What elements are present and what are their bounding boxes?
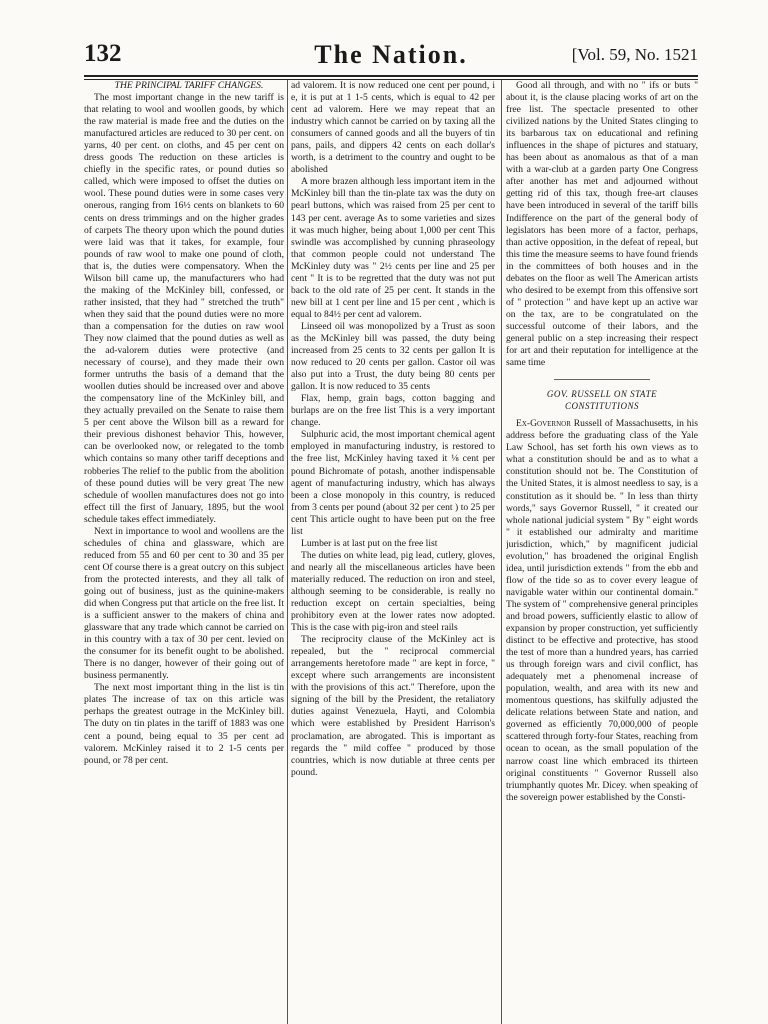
- column-2: [291, 80, 495, 1024]
- column-1: [84, 80, 284, 1024]
- lead-words: Ex-Governor: [516, 418, 571, 430]
- paragraph: The most important change in the new tariff is that relating to wool and woollen goods, by which the raw material is made free and the duties on the manufactured articles are reduced to 30 per cent. on yarns, 40 per cent. on cloths, and 45 per cent on dress goods The reduction on these articles is chiefly in the specific rates, or pound duties so called, which were imposed to offset the duties on wool. These pound duties were in some cases very onerous, ranging from 16½ cents on blankets to 60 cents on dress trimmings and on the higher grades of carpets The theory upon which the pound duties were laid was that it takes, for example, four pounds of raw wool to make one pound of cloth, that is, the duties were compensatory. When the Wilson bill came up, the manufacturers who had the making of the McKinley bill, confessed, or rather insisted, that they had " stretched the truth" when they said that the pound duties were no more than a compensation for the duties on raw wool They now claimed that the pound duties as well as the ad-valorem duties were protective (and necessary of course), and they made their own former untruths the basis of a demand that the woollen duties should be increased over and above the compensatory line of the McKinley bill, and they actually prevailed on the Senate to raise them 5 per cent above the Wilson bill as a reward for their previous dishonest behavior This, however, can be overlooked now, or relegated to the tomb which contains so many other tariff deceptions and robberies The relief to the public from the abolition of these pound duties will be very great The new schedule of woollen manufactures does not go into effect till the first of January, 1895, but the wool schedule takes effect immediately.: [84, 92, 284, 525]
- paragraph: Lumber is at last put on the free list: [301, 537, 438, 549]
- paragraph: The duties on white lead, pig lead, cutlery, gloves, and nearly all the miscellaneous articles have been materially reduced. The reduction on iron and steel, although seeming to be considerable, is really no reduction except on certain specialties, being prohibitory even at the lower rates now adopted. This is the case with pig-iron and steel rails: [291, 549, 495, 634]
- paragraph: Good all through, and with no " ifs or buts " about it, is the clause placing works of art on the free list. The spectacle presented to other civilized nations by the United States clinging to its barbarous tax on educational and refining influences in the shape of pictures and statuary, has been about as anomalous as that of a man with a war-club at a garden party One Congress after another has met and adjourned without getting rid of this tax, though free-art clauses have been introduced in several of the tariff bills Indifference on the part of the general body of legislators has been more of a factor, perhaps, than active opposition, in the defeat of repeal, but this time the measure seems to have found friends in the committees of both houses and in the debates on the floor as well The American artists who desired to be exempt from this offensive sort of " protection " and have kept up an active war on the tax, are to be congratulated on the successful outcome of their labors, and the general public on a step increasing their respect for art and their reputation for intelligence at the same time: [506, 80, 698, 369]
- paragraph-body: Russell of Massachusetts, in his address before the graduating class of the Yale Law School, has set forth his own views as to what a constitution should be and as to what a constitution should not be. The Constitution of the United States, it is almost needless to say, is a constitution as it should be. " In less than thirty words," says Governor Russell, " it created our whole national judicial system " By " eight words " it established our admiralty and maritime jurisdiction, which," by magnificent judicial evolution," has broadened the original English idea, until jurisdiction extends " from the ebb and flow of the tide so as to cover every league of navigable water within our continental domain." The system of " comprehensive general principles and broad powers, sufficiently elastic to allow of expansion by proper construction, yet sufficiently distinct to be effective and protective, has stood the test of more than a hundred years, has carried us through foreign wars and civil conflict, has adequately met a phenomenal increase of population, wealth, and area with its new and momentous questions, has skilfully adjusted the delicate relations between State and nation, and governed as efficiently 70,000,000 of people scattered through forty-four States, reaching from ocean to ocean, as the small population of the narrow coast line which embraced its thirteen original constituents " Governor Russell also triumphantly quotes Mr. Dicey. when speaking of the sovereign power established by the Consti-: [506, 418, 698, 803]
- paragraph: The next most important thing in the list is tin plates The increase of tax on this article was perhaps the greatest outrage in the McKinley bill. The duty on tin plates in the tariff of 1883 was one cent a pound, being equal to 35 per cent ad valorem. McKinley raised it to 2 1-5 cents per pound, or 78 per cent.: [84, 682, 284, 766]
- paragraph: Linseed oil was monopolized by a Trust as soon as the McKinley bill was passed, the duty being increased from 25 cents to 32 cents per gallon It is now reduced to 20 cents per gallon. Castor oil was also put into a Trust, the duty being 80 cents per gallon. It is now reduced to 35 cents: [291, 320, 495, 393]
- page-header: [84, 40, 698, 72]
- column-divider: [287, 80, 288, 1024]
- article-heading: THE PRINCIPAL TARIFF CHANGES.: [114, 80, 264, 91]
- paragraph: A more brazen although less important item in the McKinley bill than the tin-plate tax was the duty on pearl buttons, which was raised from 25 per cent to 143 per cent. average As to some varieties and sizes it was much higher, being about 1,000 per cent This swindle was accomplished by cunning phraseology that common people could not understand The McKinley duty was " 2½ cents per line and 25 per cent " It is to be regretted that the duty was not put back to the old rate of 25 per cent. It stands in the new bill at 1 cent per line and 15 per cent , which is equal to 84½ per cent ad valorem.: [291, 176, 495, 320]
- article-heading: GOV. RUSSELL ON STATE CONSTITUTIONS: [546, 389, 658, 412]
- paragraph: The reciprocity clause of the McKinley act is repealed, but the " reciprocal commercial arrangements heretofore made " are kept in force, " except where such arrangements are inconsistent with the provisions of this act." Therefore, upon the signing of the bill by the President, the retaliatory duties against Venezuela, Hayti, and Colombia which were established by President Harrison's proclamation, are abrogated. This is important as regards the " mild coffee " produced by those countries, which is now dutiable at three cents per pound.: [291, 634, 495, 778]
- volume-issue: [Vol. 59, No. 1521: [571, 45, 698, 64]
- page-number: 132: [84, 40, 122, 67]
- paragraph: ad valorem. It is now reduced one cent per pound, i e, it is put at 1 1-5 cents, which is equal to 42 per cent ad valorem. Here we may repeat that an industry which cannot be carried on by taxing all the consumers of canned goods and all the buyers of tin pans, pails, and dippers 42 cents on each dollar's worth, is a detriment to the country and ought to be abolished: [291, 80, 495, 176]
- paragraph: Next in importance to wool and woollens are the schedules of china and glassware, which are reduced from 55 and 60 per cent to 30 and 35 per cent Of course there is a great outcry on this subject from the protected interests, and they all talk of going out of business, just as the quinine-makers did when Congress put that article on the free list. It is a sufficient answer to the makers of china and glassware that any trade which cannot be carried on in this country with a tax of 30 per cent. levied on the consumer for its benefit ought to be abolished. There is no danger, however of their going out of business permanently.: [84, 525, 284, 682]
- section-divider: [554, 379, 650, 380]
- paragraph: [506, 418, 698, 804]
- masthead-title: The Nation.: [314, 40, 468, 69]
- paragraph: Flax, hemp, grain bags, cotton bagging and burlaps are on the free list This is a very important change.: [291, 393, 495, 429]
- column-divider: [501, 80, 502, 1024]
- paragraph: Sulphuric acid, the most important chemical agent employed in manufacturing industry, is restored to the free list, McKinley having taxed it ⅛ cent per pound Bichromate of potash, another indispensable agent of manufacturing industry, which has always been a close monopoly in this country, is reduced from 3 cents per pound (about 32 per cent ) to 25 per cent This article ought to have been put on the free list: [291, 429, 495, 537]
- column-3: [506, 80, 698, 1024]
